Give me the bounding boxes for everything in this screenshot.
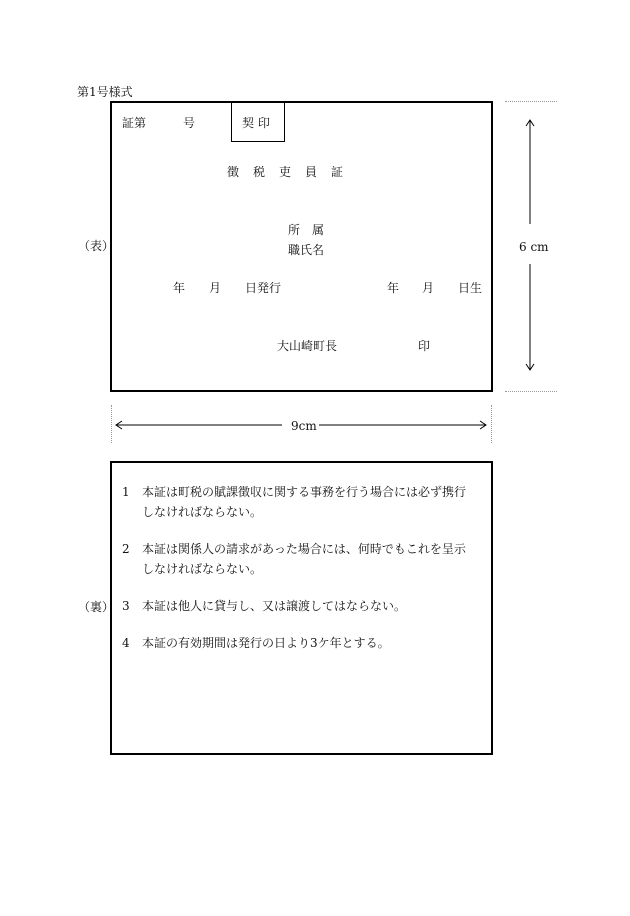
name-label: 職氏名	[288, 243, 325, 257]
height-label: 6 cm	[519, 240, 549, 254]
front-side-label: （表）	[78, 239, 115, 253]
issuer-name: 大山崎町長	[277, 339, 338, 353]
rule-line: 本証は関係人の請求があった場合には、何時でもこれを呈示	[142, 542, 466, 556]
issue-day: 日発行	[245, 281, 282, 295]
issue-month: 月	[209, 281, 222, 295]
seal-box-label: 契 印	[242, 116, 270, 130]
rule-line: しなければならない。	[142, 562, 263, 576]
rule-line: 本証の有効期間は発行の日より3ケ年とする。	[142, 636, 390, 650]
rule-text	[142, 482, 472, 522]
cert-prefix: 証第	[122, 116, 147, 130]
birth-month: 月	[422, 281, 435, 295]
issue-year: 年	[173, 281, 186, 295]
form-label: 第1号様式	[77, 85, 133, 99]
issuer-seal: 印	[418, 339, 431, 353]
rule-line: 本証は他人に貸与し、又は譲渡してはならない。	[142, 599, 407, 613]
width-label: 9cm	[291, 419, 317, 433]
rule-number: 4	[122, 636, 130, 650]
width-guide-left	[111, 405, 112, 443]
birth-day: 日生	[458, 281, 483, 295]
birth-year: 年	[387, 281, 400, 295]
rule-line: 本証は町税の賦課徴収に関する事務を行う場合には必ず携行	[142, 485, 467, 499]
width-guide-right	[491, 405, 492, 443]
card-title: 徴 税 吏 員 証	[227, 165, 345, 179]
rule-number: 2	[122, 542, 130, 556]
height-guide-top	[505, 101, 557, 102]
back-side-label: （裏）	[78, 600, 115, 614]
rule-number: 3	[122, 599, 130, 613]
height-guide-bottom	[505, 391, 557, 392]
cert-number-suffix: 号	[183, 116, 196, 130]
rule-text	[142, 539, 472, 579]
rule-number: 1	[122, 485, 130, 499]
rule-line: しなければならない。	[142, 505, 263, 519]
affiliation-label: 所 属	[288, 223, 325, 237]
